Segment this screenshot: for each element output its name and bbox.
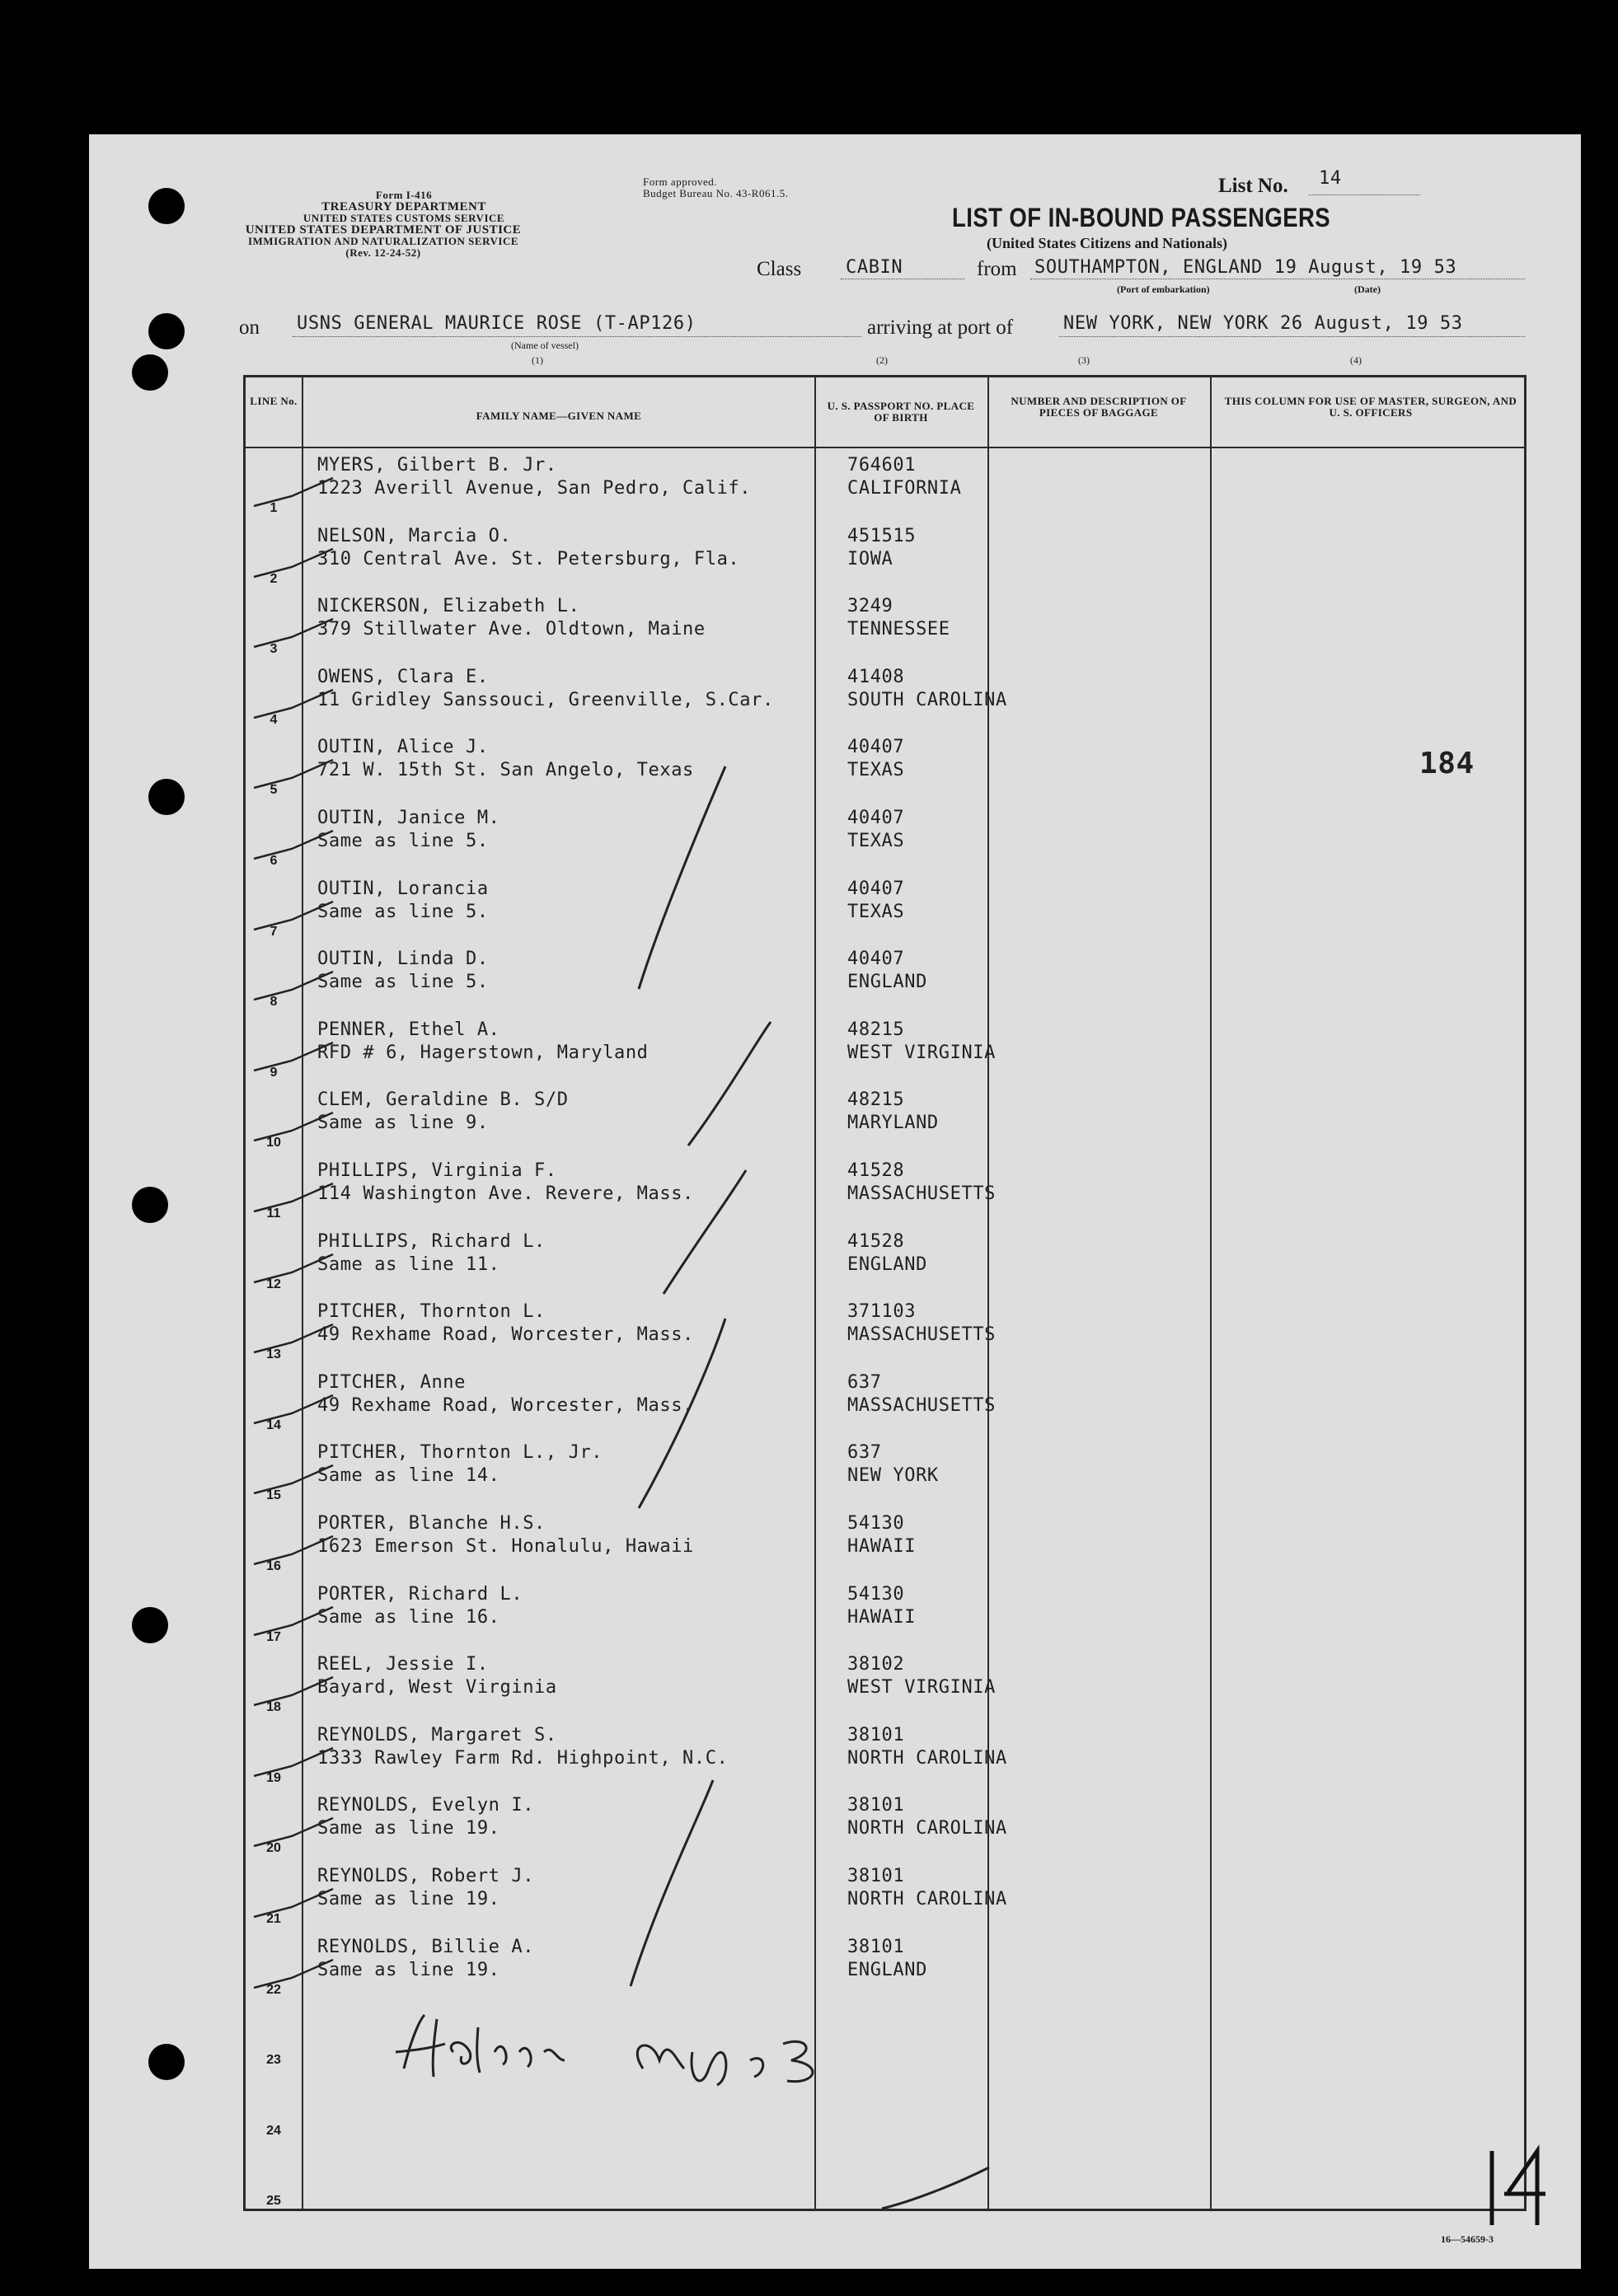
- port-embarkation-caption: (Port of embarkation): [1117, 283, 1210, 295]
- line-number: 8: [270, 995, 278, 1010]
- place-of-birth: CALIFORNIA: [847, 478, 962, 499]
- stamp-number: 184: [1419, 747, 1475, 780]
- line-number: 16: [266, 1559, 281, 1573]
- place-of-birth: NORTH CAROLINA: [847, 1747, 1007, 1769]
- line-number: 14: [266, 1417, 281, 1432]
- passenger-name: PORTER, Richard L.: [317, 1583, 523, 1605]
- form-subtitle: (United States Citizens and Nationals): [987, 235, 1228, 251]
- passenger-name: CLEM, Geraldine B. S/D: [317, 1089, 569, 1111]
- line-number: 2: [270, 571, 278, 586]
- place-of-birth: SOUTH CAROLINA: [847, 689, 1007, 710]
- passenger-name: OWENS, Clara E.: [317, 666, 489, 687]
- col-header-line: LINE No.: [250, 395, 298, 407]
- passenger-name: PITCHER, Thornton L., Jr.: [317, 1442, 603, 1464]
- passenger-name: OUTIN, Janice M.: [317, 808, 500, 828]
- class-value: CABIN: [846, 257, 903, 278]
- passenger-address: Same as line 11.: [317, 1253, 500, 1275]
- place-of-birth: TEXAS: [847, 760, 905, 781]
- place-of-birth: MARYLAND: [847, 1113, 939, 1134]
- passenger-address: 11 Gridley Sanssouci, Greenville, S.Car.: [317, 689, 774, 710]
- passport-number: 764601: [847, 455, 917, 476]
- passenger-address: Same as line 9.: [317, 1113, 489, 1134]
- passenger-address: Same as line 14.: [317, 1465, 500, 1487]
- column-marker-1: (1): [532, 354, 543, 366]
- passport-number: 41528: [847, 1230, 905, 1252]
- passenger-name: OUTIN, Lorancia: [317, 878, 489, 899]
- line-number: 20: [266, 1841, 281, 1856]
- line-number: 5: [270, 783, 278, 798]
- passenger-name: PITCHER, Thornton L.: [317, 1301, 546, 1323]
- passport-number: 38101: [847, 1936, 905, 1957]
- line-number: 13: [266, 1347, 281, 1362]
- passenger-address: 1223 Averill Avenue, San Pedro, Calif.: [317, 478, 752, 499]
- line-number: 1: [270, 501, 278, 515]
- approval-block: Form approved. Budget Bureau No. 43-R061.5.: [643, 176, 789, 199]
- line-number: 7: [270, 924, 278, 939]
- passenger-name: REEL, Jessie I.: [317, 1654, 489, 1675]
- line-number: 17: [266, 1629, 281, 1644]
- passenger-address: 1333 Rawley Farm Rd. Highpoint, N.C.: [317, 1747, 729, 1769]
- place-of-birth: NORTH CAROLINA: [847, 1818, 1007, 1839]
- column-marker-4: (4): [1350, 354, 1362, 366]
- passenger-name: REYNOLDS, Evelyn I.: [317, 1795, 535, 1816]
- line-number: 24: [266, 2123, 281, 2138]
- place-of-birth: HAWAII: [847, 1606, 917, 1628]
- line-number: 10: [266, 1136, 281, 1150]
- passenger-address: 310 Central Ave. St. Petersburg, Fla.: [317, 548, 740, 569]
- column-marker-2: (2): [876, 354, 888, 366]
- list-no-value: 14: [1319, 168, 1342, 189]
- passenger-name: PENNER, Ethel A.: [317, 1019, 500, 1040]
- passenger-address: Same as line 5.: [317, 901, 489, 922]
- line-number: 15: [266, 1488, 281, 1503]
- passenger-name: PHILLIPS, Richard L.: [317, 1230, 546, 1252]
- passenger-address: Bayard, West Virginia: [317, 1677, 557, 1699]
- list-no-label: List No.: [1218, 175, 1288, 197]
- line-number: 12: [266, 1277, 281, 1291]
- passenger-name: OUTIN, Alice J.: [317, 737, 489, 758]
- passenger-name: NICKERSON, Elizabeth L.: [317, 596, 580, 617]
- passenger-address: 49 Rexhame Road, Worcester, Mass.: [317, 1324, 694, 1346]
- place-of-birth: TENNESSEE: [847, 619, 950, 640]
- passenger-name: PITCHER, Anne: [317, 1371, 466, 1393]
- place-of-birth: NEW YORK: [847, 1465, 939, 1487]
- passenger-name: REYNOLDS, Billie A.: [317, 1936, 535, 1957]
- passenger-name: MYERS, Gilbert B. Jr.: [317, 455, 557, 476]
- passenger-name: PORTER, Blanche H.S.: [317, 1513, 546, 1534]
- line-number: 6: [270, 854, 278, 868]
- line-number: 22: [266, 1982, 281, 1997]
- passport-number: 48215: [847, 1089, 905, 1111]
- passenger-address: 1623 Emerson St. Honalulu, Hawaii: [317, 1536, 694, 1557]
- passenger-address: 721 W. 15th St. San Angelo, Texas: [317, 760, 694, 781]
- from-value: SOUTHAMPTON, ENGLAND 19 August, 19 53: [1034, 257, 1457, 278]
- passenger-address: 49 Rexhame Road, Worcester, Mass.: [317, 1394, 694, 1416]
- place-of-birth: NORTH CAROLINA: [847, 1889, 1007, 1909]
- column-marker-3: (3): [1078, 354, 1090, 366]
- place-of-birth: HAWAII: [847, 1536, 917, 1557]
- passport-number: 637: [847, 1442, 882, 1464]
- place-of-birth: MASSACHUSETTS: [847, 1183, 996, 1204]
- passport-number: 54130: [847, 1513, 905, 1534]
- passenger-name: NELSON, Marcia O.: [317, 525, 512, 546]
- passenger-address: RFD # 6, Hagerstown, Maryland: [317, 1042, 649, 1063]
- passenger-name: REYNOLDS, Robert J.: [317, 1866, 535, 1886]
- line-number: 19: [266, 1770, 281, 1785]
- passenger-name: PHILLIPS, Virginia F.: [317, 1160, 557, 1181]
- passenger-address: Same as line 16.: [317, 1606, 500, 1628]
- col-header-name: FAMILY NAME—GIVEN NAME: [476, 410, 642, 422]
- passenger-address: Same as line 19.: [317, 1889, 500, 1909]
- passenger-address: 379 Stillwater Ave. Oldtown, Maine: [317, 619, 706, 640]
- col-header-officers: THIS COLUMN FOR USE OF MASTER, SURGEON, AND U. S. OFFICERS: [1224, 395, 1517, 419]
- passenger-address: Same as line 19.: [317, 1818, 500, 1839]
- passport-number: 41408: [847, 666, 905, 687]
- arrival-value: NEW YORK, NEW YORK 26 August, 19 53: [1063, 313, 1463, 334]
- line-number: 18: [266, 1700, 281, 1715]
- place-of-birth: IOWA: [847, 548, 893, 569]
- passenger-address: 114 Washington Ave. Revere, Mass.: [317, 1183, 694, 1204]
- line-number: 4: [270, 712, 278, 727]
- place-of-birth: TEXAS: [847, 901, 905, 922]
- place-of-birth: WEST VIRGINIA: [847, 1677, 996, 1699]
- passenger-address: Same as line 5.: [317, 972, 489, 993]
- place-of-birth: ENGLAND: [847, 1959, 927, 1980]
- passport-number: 41528: [847, 1160, 905, 1181]
- passport-number: 38101: [847, 1724, 905, 1745]
- col-header-baggage: NUMBER AND DESCRIPTION OF PIECES OF BAGGAGE: [1011, 395, 1187, 419]
- line-number: 25: [266, 2194, 281, 2209]
- line-number: 11: [266, 1207, 281, 1221]
- passport-number: 40407: [847, 808, 905, 828]
- passport-number: 451515: [847, 525, 917, 546]
- passport-number: 38101: [847, 1795, 905, 1816]
- on-label: on: [239, 316, 260, 339]
- line-number: 21: [266, 1912, 281, 1926]
- form-number: Form I-416 TREASURY DEPARTMENT UNITED STATES CUSTOMS SERVICE: [302, 189, 505, 224]
- place-of-birth: ENGLAND: [847, 972, 927, 993]
- passport-number: 40407: [847, 737, 905, 758]
- passenger-name: OUTIN, Linda D.: [317, 949, 489, 970]
- passport-number: 38102: [847, 1654, 905, 1675]
- passenger-address: Same as line 19.: [317, 1959, 500, 1980]
- place-of-birth: WEST VIRGINIA: [847, 1042, 996, 1063]
- line-number: 9: [270, 1065, 278, 1080]
- passport-number: 48215: [847, 1019, 905, 1040]
- form-title: LIST OF IN-BOUND PASSENGERS: [952, 203, 1331, 232]
- passport-number: 637: [847, 1371, 882, 1393]
- passport-number: 54130: [847, 1583, 905, 1605]
- passport-number: 40407: [847, 878, 905, 899]
- arriving-label: arriving at port of: [867, 316, 1014, 339]
- vessel-name: USNS GENERAL MAURICE ROSE (T-AP126): [297, 313, 696, 334]
- vessel-caption: (Name of vessel): [511, 340, 579, 351]
- class-label: Class: [757, 258, 802, 280]
- date-caption: (Date): [1354, 283, 1381, 295]
- place-of-birth: MASSACHUSETTS: [847, 1394, 996, 1416]
- line-number: 3: [270, 642, 278, 657]
- col-header-passport: U. S. PASSPORT NO. PLACE OF BIRTH: [827, 400, 975, 424]
- footer-code: 16—54659-3: [1441, 2233, 1494, 2245]
- passport-number: 371103: [847, 1301, 917, 1323]
- place-of-birth: TEXAS: [847, 831, 905, 851]
- passport-number: 38101: [847, 1866, 905, 1886]
- place-of-birth: MASSACHUSETTS: [847, 1324, 996, 1346]
- from-label: from: [977, 258, 1017, 280]
- place-of-birth: ENGLAND: [847, 1253, 927, 1275]
- line-number: 23: [266, 2053, 281, 2068]
- passport-number: 3249: [847, 596, 893, 617]
- department-block: UNITED STATES DEPARTMENT OF JUSTICE IMMIGRATION AND NATURALIZATION SERVICE (Rev. 12-24-52): [245, 223, 522, 259]
- passenger-address: Same as line 5.: [317, 831, 489, 851]
- passport-number: 40407: [847, 949, 905, 970]
- passenger-name: REYNOLDS, Margaret S.: [317, 1724, 557, 1745]
